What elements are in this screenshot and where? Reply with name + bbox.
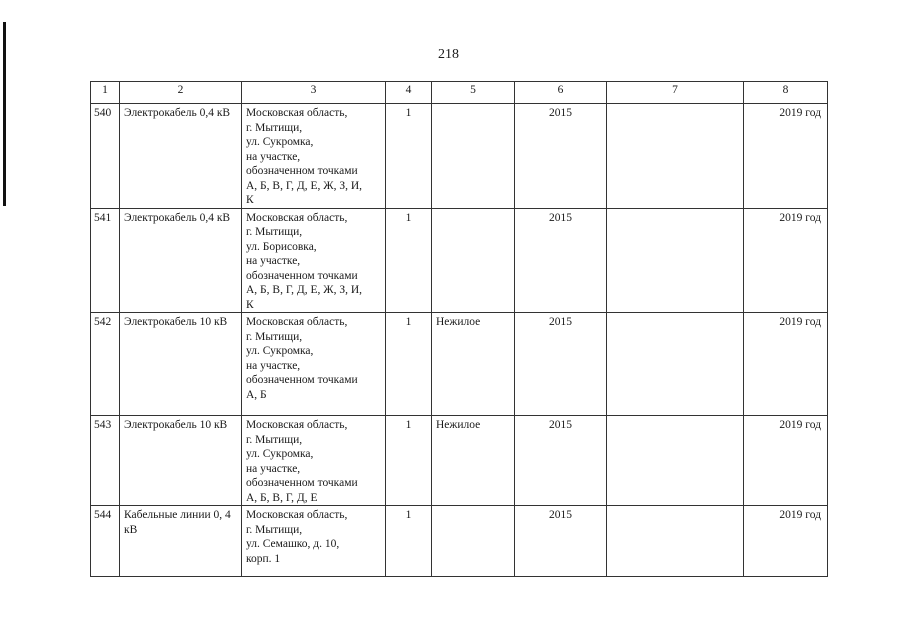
year-cell: 2015 [515, 416, 607, 506]
table-row [91, 104, 828, 209]
address-line: обозначенном точками [246, 374, 358, 386]
column-7-cell [607, 416, 744, 506]
address-line: А, Б, В, Г, Д, Е [246, 491, 318, 504]
quantity-cell: 1 [386, 104, 432, 209]
address-line: Московская область, [246, 509, 348, 521]
purpose-cell [432, 506, 515, 577]
table-body [91, 104, 828, 577]
term-cell: 2019 год [744, 208, 828, 313]
address-line: на участке, [246, 462, 301, 475]
row-number-cell: 541 [91, 208, 120, 313]
object-name-cell: Кабельные линии 0, 4 кВ [120, 506, 242, 577]
address-line: корп. 1 [246, 552, 281, 565]
address-line: г. Мытищи, [246, 226, 303, 238]
column-7-cell [607, 104, 744, 209]
header-row [91, 82, 828, 104]
address-cell [242, 208, 386, 313]
header-col-1: 1 [91, 82, 120, 104]
table-header [91, 82, 828, 104]
address-cell [242, 313, 386, 416]
address-line: обозначенном точками [246, 477, 358, 489]
table-row [91, 416, 828, 506]
address-line: Московская область, [246, 419, 348, 431]
address-line: обозначенном точками [246, 165, 358, 177]
object-name-cell: Электрокабель 10 кВ [120, 416, 242, 506]
quantity-cell: 1 [386, 208, 432, 313]
page-number: 218 [438, 47, 459, 62]
address-line: ул. Сукромка, [246, 448, 314, 460]
quantity-cell: 1 [386, 313, 432, 416]
row-number-cell: 544 [91, 506, 120, 577]
table-row [91, 208, 828, 313]
quantity-cell: 1 [386, 416, 432, 506]
term-cell: 2019 год [744, 313, 828, 416]
table-row [91, 313, 828, 416]
address-cell [242, 416, 386, 506]
address-line: К [246, 298, 254, 311]
purpose-cell [432, 104, 515, 209]
address-line: ул. Сукромка, [246, 136, 314, 148]
address-line: ул. Борисовка, [246, 240, 317, 253]
quantity-cell: 1 [386, 506, 432, 577]
row-number-cell: 543 [91, 416, 120, 506]
year-cell: 2015 [515, 104, 607, 209]
address-line: г. Мытищи, [246, 330, 303, 343]
row-number-cell: 540 [91, 104, 120, 209]
header-col-6: 6 [515, 82, 607, 104]
address-line: г. Мытищи, [246, 523, 303, 536]
purpose-cell [432, 208, 515, 313]
object-name-cell: Электрокабель 0,4 кВ [120, 208, 242, 313]
address-line: А, Б [246, 388, 267, 401]
address-line: г. Мытищи, [246, 433, 303, 446]
term-cell: 2019 год [744, 506, 828, 577]
object-name-cell: Электрокабель 0,4 кВ [120, 104, 242, 209]
address-line: обозначенном точками [246, 269, 358, 282]
year-cell: 2015 [515, 208, 607, 313]
header-col-7: 7 [607, 82, 744, 104]
address-line: на участке, [246, 255, 301, 267]
address-line: К [246, 194, 254, 206]
header-col-4: 4 [386, 82, 432, 104]
address-line: ул. Сукромка, [246, 345, 314, 357]
column-7-cell [607, 313, 744, 416]
address-line: ул. Семашко, д. 10, [246, 538, 340, 550]
year-cell: 2015 [515, 313, 607, 416]
term-cell: 2019 год [744, 416, 828, 506]
address-cell [242, 104, 386, 209]
header-col-8: 8 [744, 82, 828, 104]
object-name-cell: Электрокабель 10 кВ [120, 313, 242, 416]
property-table [90, 81, 828, 577]
address-line: на участке, [246, 150, 301, 163]
purpose-cell: Нежилое [432, 416, 515, 506]
address-line: Московская область, [246, 316, 348, 328]
header-col-3: 3 [242, 82, 386, 104]
address-cell [242, 506, 386, 577]
address-line: Московская область, [246, 107, 348, 119]
address-line: А, Б, В, Г, Д, Е, Ж, З, И, [246, 284, 363, 296]
header-col-2: 2 [120, 82, 242, 104]
table-row [91, 506, 828, 577]
address-line: на участке, [246, 359, 301, 372]
header-col-5: 5 [432, 82, 515, 104]
purpose-cell: Нежилое [432, 313, 515, 416]
term-cell: 2019 год [744, 104, 828, 209]
row-number-cell: 542 [91, 313, 120, 416]
address-line: А, Б, В, Г, Д, Е, Ж, З, И, [246, 179, 363, 192]
column-7-cell [607, 208, 744, 313]
address-line: г. Мытищи, [246, 121, 303, 134]
column-7-cell [607, 506, 744, 577]
address-line: Московская область, [246, 211, 348, 224]
year-cell: 2015 [515, 506, 607, 577]
